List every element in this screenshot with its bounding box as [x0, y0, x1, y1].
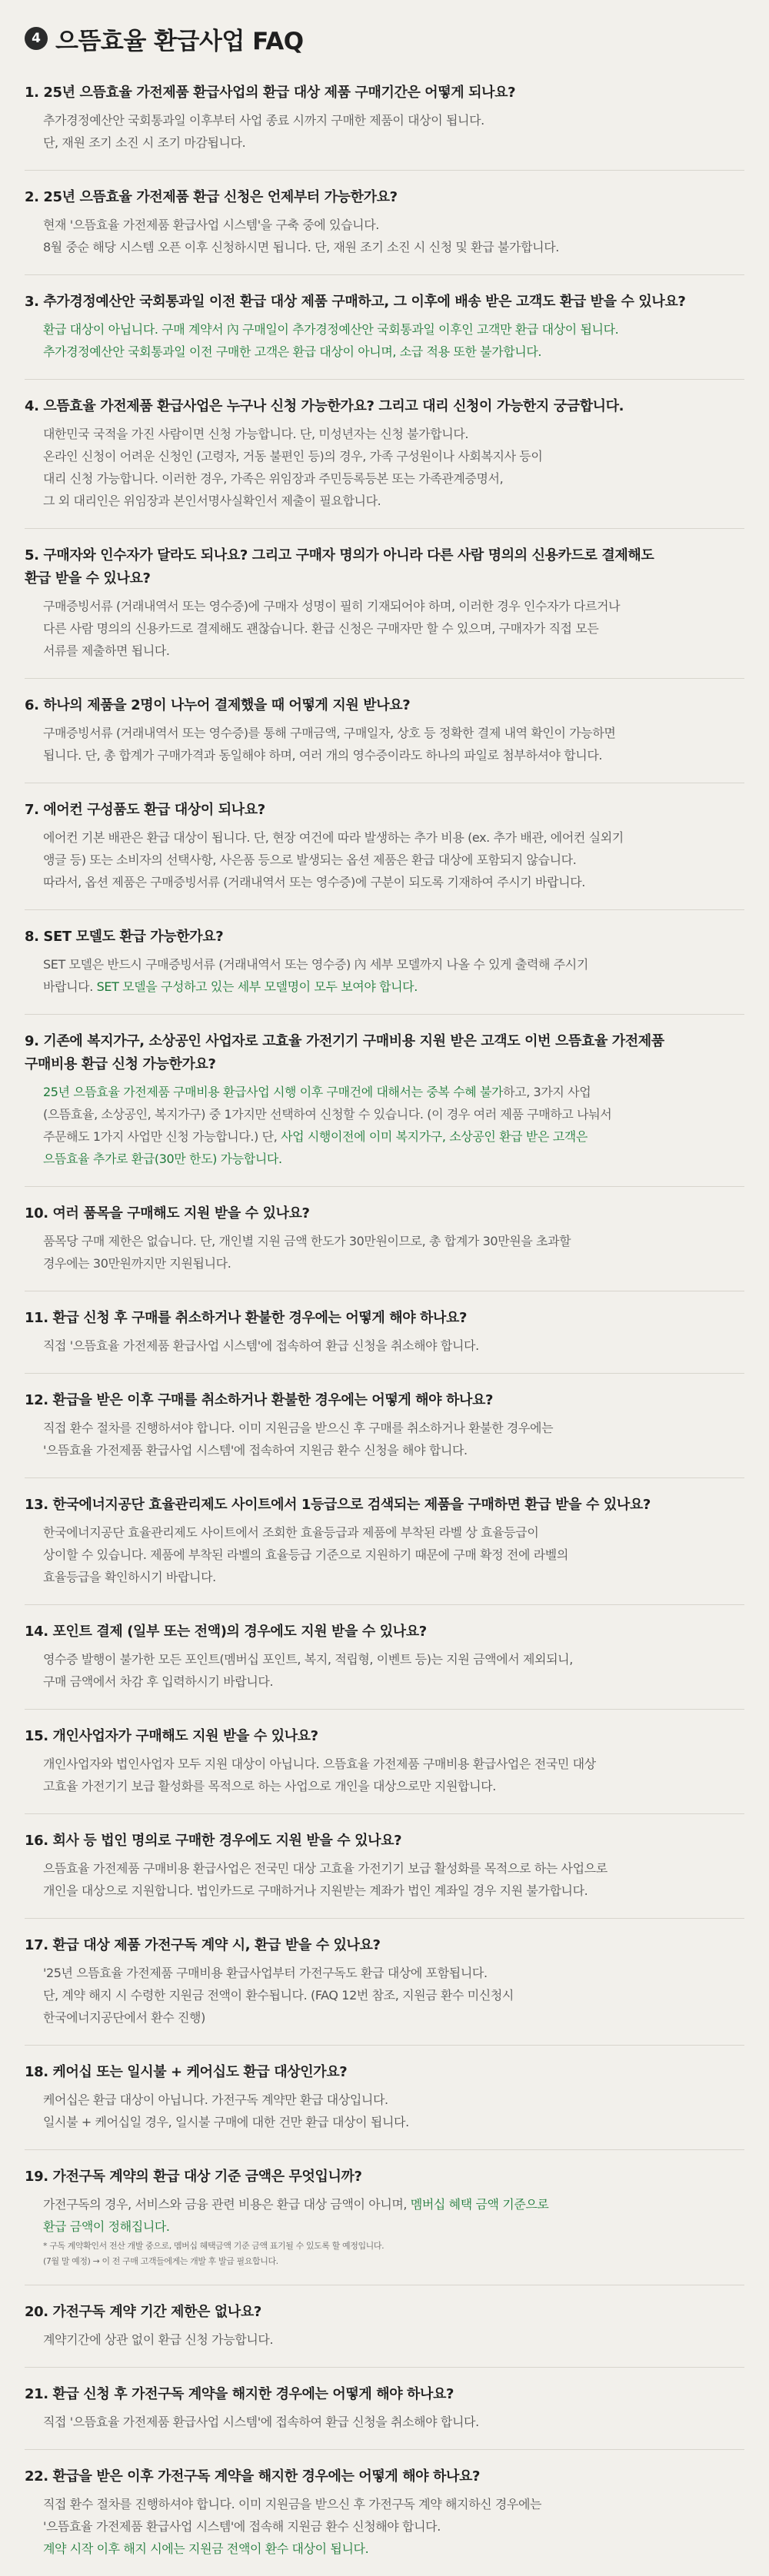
faq-answer [25, 2493, 744, 2560]
answer-line [43, 2215, 744, 2238]
question-line: 17. 환급 대상 제품 가전구독 계약 시, 환급 받을 수 있나요? [25, 1937, 381, 1953]
faq-answer [25, 2193, 744, 2269]
faq-item [25, 2368, 744, 2450]
faq-answer [25, 1648, 744, 1693]
faq-answer [25, 953, 744, 998]
highlight-text: 멤버십 혜택 금액 기준으로 [410, 2197, 549, 2212]
answer-line [43, 826, 744, 849]
answer-line [43, 849, 744, 871]
answer-line [43, 1753, 744, 1775]
faq-question [25, 799, 744, 822]
answer-line [43, 1125, 744, 1148]
highlight-text: 환급 대상이 아닙니다. 구매 계약서 內 구매일이 추가경정예산안 국회통과일 이후인 고객만 환급 대상이 됩니다. [43, 322, 619, 337]
answer-line [43, 2193, 744, 2215]
answer-line [43, 1081, 744, 1103]
faq-item [25, 1478, 744, 1605]
answer-line [43, 1857, 744, 1880]
answer-line [43, 109, 744, 131]
faq-question [25, 1389, 744, 1412]
faq-question [25, 1830, 744, 1853]
answer-line [43, 722, 744, 744]
footnote: * 구독 계약확인서 전산 개발 중으로, 멤버십 혜택금액 기준 금액 표기될 수 있도록 할 예정입니다. [43, 2241, 384, 2251]
question-line: 21. 환급 신청 후 가전구독 계약을 해지한 경우에는 어떻게 해야 하나요? [25, 2386, 454, 2402]
faq-item [25, 1710, 744, 1814]
answer-text: 상이할 수 있습니다. 제품에 부착된 라벨의 효율등급 기준으로 지원하기 때문에 구매 확정 전에 라벨의 [43, 1547, 568, 1562]
answer-line [43, 2006, 744, 2029]
answer-text: 한국에너지공단에서 환수 진행) [43, 2010, 205, 2025]
question-line: 3. 추가경정예산안 국회통과일 이전 환급 대상 제품 구매하고, 그 이후에 배송 받은 고객도 환급 받을 수 있나요? [25, 294, 686, 310]
question-line: 18. 케어십 또는 일시불 + 케어십도 환급 대상인가요? [25, 2064, 348, 2080]
faq-question [25, 291, 744, 314]
answer-line [43, 1962, 744, 1984]
faq-question [25, 2166, 744, 2189]
question-line: 13. 한국에너지공단 효율관리제도 사이트에서 1등급으로 검색되는 제품을 구매하면 환급 받을 수 있나요? [25, 1497, 651, 1513]
question-line: 8. SET 모델도 환급 가능한가요? [25, 929, 224, 945]
faq-question [25, 1030, 744, 1076]
page-header [25, 22, 744, 55]
faq-answer [25, 1417, 744, 1461]
faq-answer [25, 1081, 744, 1170]
faq-answer [25, 2089, 744, 2133]
answer-line [43, 1417, 744, 1439]
answer-line [43, 318, 744, 341]
faq-answer [25, 1335, 744, 1357]
question-line: 환급 받을 수 있나요? [25, 570, 151, 587]
answer-line [43, 467, 744, 490]
answer-text: 앵글 등) 또는 소비자의 선택사항, 사은품 등으로 발생되는 옵션 제품은 환급 대상에 포함되지 않습니다. [43, 853, 577, 867]
page-title: 으뜸효율 환급사업 FAQ [55, 27, 304, 55]
answer-text: 현재 '으뜸효율 가전제품 환급사업 시스템'을 구축 중에 있습니다. [43, 218, 379, 232]
faq-answer [25, 826, 744, 893]
faq-item [25, 171, 744, 275]
answer-text: 바랍니다. [43, 979, 97, 994]
faq-question [25, 1494, 744, 1517]
answer-text: 다른 사람 명의의 신용카드로 결제해도 괜찮습니다. 환급 신청은 구매자만 할 수 있으며, 구매자가 직접 모든 [43, 621, 599, 636]
answer-text: 추가경정예산안 국회통과일 이후부터 사업 종료 시까지 구매한 제품이 대상이 됩니다. [43, 113, 484, 128]
answer-line [43, 2411, 744, 2433]
question-line: 15. 개인사업자가 구매해도 지원 받을 수 있나요? [25, 1728, 318, 1744]
faq-answer [25, 423, 744, 512]
highlight-text: SET 모델을 구성하고 있는 세부 모델명이 모두 보여야 합니다. [96, 979, 418, 994]
answer-text: 경우에는 30만원까지만 지원됩니다. [43, 1256, 231, 1271]
answer-line [43, 1648, 744, 1670]
faq-item [25, 910, 744, 1015]
answer-text: 구매증빙서류 (거래내역서 또는 영수증)를 통해 구매금액, 구매일자, 상호 등 정확한 결제 내역 확인이 가능하면 [43, 726, 616, 740]
faq-question [25, 2061, 744, 2084]
highlight-text: 환급 금액이 정해집니다. [43, 2219, 170, 2234]
answer-line [43, 423, 744, 445]
question-line: 20. 가전구독 계약 기간 제한은 없나요? [25, 2304, 261, 2320]
highlight-text: 으뜸효율 추가로 환급(30만 한도) 가능합니다. [43, 1152, 282, 1166]
answer-text: 하고, 3가지 사업 [503, 1085, 591, 1099]
answer-line [43, 2089, 744, 2111]
answer-text: 따라서, 옵션 제품은 구매증빙서류 (거래내역서 또는 영수증)에 구분이 되도록 기재하여 주시기 바랍니다. [43, 875, 585, 889]
faq-answer [25, 1230, 744, 1275]
answer-text: 계약기간에 상관 없이 환급 신청 가능합니다. [43, 2332, 274, 2347]
highlight-text: 사업 시행이전에 이미 복지가구, 소상공인 환급 받은 고객은 [281, 1129, 588, 1144]
answer-text: 케어십은 환급 대상이 아닙니다. 가전구독 계약만 환급 대상입니다. [43, 2092, 388, 2107]
answer-text: 직접 '으뜸효율 가전제품 환급사업 시스템'에 접속하여 환급 신청을 취소해야 합니다. [43, 2415, 479, 2429]
faq-question [25, 1934, 744, 1957]
answer-text: '25년 으뜸효율 가전제품 구매비용 환급사업부터 가전구독도 환급 대상에 포함됩니다. [43, 1966, 488, 1980]
answer-text: 됩니다. 단, 총 합계가 구매가격과 동일해야 하며, 여러 개의 영수증이라도 하나의 파일로 첨부하셔야 합니다. [43, 748, 603, 763]
faq-answer [25, 2328, 744, 2351]
faq-question [25, 395, 744, 418]
faq-answer [25, 722, 744, 766]
question-line: 7. 에어컨 구성품도 환급 대상이 되나요? [25, 802, 265, 818]
faq-question [25, 1620, 744, 1644]
faq-item [25, 1291, 744, 1374]
question-line: 9. 기존에 복지가구, 소상공인 사업자로 고효율 가전기기 구매비용 지원 받은 고객도 이번 으뜸효율 가전제품 [25, 1033, 664, 1049]
faq-item [25, 1187, 744, 1291]
faq-answer [25, 1521, 744, 1588]
answer-line [43, 1148, 744, 1170]
answer-text: 단, 재원 조기 소진 시 조기 마감됩니다. [43, 135, 246, 150]
answer-text: 고효율 가전기기 보급 활성화를 목적으로 하는 사업으로 개인을 대상으로만 지원합니다. [43, 1779, 496, 1793]
question-line: 22. 환급을 받은 이후 가전구독 계약을 해지한 경우에는 어떻게 해야 하나요? [25, 2468, 481, 2485]
answer-text: SET 모델은 반드시 구매증빙서류 (거래내역서 또는 영수증) 內 세부 모델까지 나올 수 있게 출력해 주시기 [43, 957, 588, 972]
section-number-badge: 4 [25, 27, 48, 50]
answer-text: 효율등급을 확인하시기 바랍니다. [43, 1570, 216, 1584]
answer-text: 직접 '으뜸효율 가전제품 환급사업 시스템'에 접속하여 환급 신청을 취소해야 합니다. [43, 1338, 479, 1353]
question-line: 4. 으뜸효율 가전제품 환급사업은 누구나 신청 가능한가요? 그리고 대리 신청이 가능한지 궁금합니다. [25, 398, 624, 414]
faq-answer [25, 1857, 744, 1902]
answer-line [43, 1544, 744, 1566]
answer-line [43, 953, 744, 976]
answer-text: (으뜸효율, 소상공인, 복지가구) 중 1가지만 선택하여 신청할 수 있습니다. (이 경우 여러 제품 구매하고 나눠서 [43, 1107, 612, 1122]
highlight-text: 추가경정예산안 국회통과일 이전 구매한 고객은 환급 대상이 아니며, 소급 적용 또한 불가합니다. [43, 344, 542, 359]
faq-answer [25, 1753, 744, 1797]
question-line: 구매비용 환급 신청 가능한가요? [25, 1056, 216, 1072]
answer-line [43, 871, 744, 893]
answer-line [43, 1335, 744, 1357]
answer-line [43, 2328, 744, 2351]
answer-text: 으뜸효율 가전제품 구매비용 환급사업은 전국민 대상 고효율 가전기기 보급 활성화를 목적으로 하는 사업으로 [43, 1861, 608, 1876]
answer-line [43, 744, 744, 766]
faq-answer [25, 318, 744, 363]
faq-answer [25, 1962, 744, 2029]
faq-answer [25, 2411, 744, 2433]
answer-text: 8월 중순 해당 시스템 오픈 이후 신청하시면 됩니다. 단, 재원 조기 소진 시 신청 및 환급 불가합니다. [43, 240, 559, 254]
answer-line [43, 2493, 744, 2515]
answer-text: 에어컨 기본 배관은 환급 대상이 됩니다. 단, 현장 여건에 따라 발생하는 추가 비용 (ex. 추가 배관, 에어컨 실외기 [43, 830, 624, 845]
question-line: 14. 포인트 결제 (일부 또는 전액)의 경우에도 지원 받을 수 있나요? [25, 1624, 427, 1640]
answer-line [43, 131, 744, 154]
answer-text: 단, 계약 해지 시 수령한 지원금 전액이 환수됩니다. (FAQ 12번 참조, 지원금 환수 미신청시 [43, 1988, 514, 2003]
answer-line [43, 595, 744, 617]
faq-item [25, 2285, 744, 2368]
answer-line [43, 1880, 744, 1902]
faq-question [25, 81, 744, 105]
answer-text: 구매 금액에서 차감 후 입력하시기 바랍니다. [43, 1674, 274, 1689]
faq-item [25, 1605, 744, 1710]
faq-item [25, 2150, 744, 2285]
footnote: (7월 말 예정) → 이 전 구매 고객들에게는 개발 후 발급 필요합니다. [43, 2256, 278, 2266]
faq-item [25, 66, 744, 171]
faq-question [25, 2301, 744, 2324]
faq-question [25, 186, 744, 209]
answer-line [43, 445, 744, 467]
answer-text: 온라인 신청이 어려운 신청인 (고령자, 거동 불편인 등)의 경우, 가족 구성원이나 사회복지사 등이 [43, 449, 543, 464]
answer-line [43, 2515, 744, 2538]
answer-line [43, 1521, 744, 1544]
question-line: 10. 여러 품목을 구매해도 지원 받을 수 있나요? [25, 1205, 310, 1222]
faq-item [25, 1015, 744, 1187]
faq-item [25, 529, 744, 679]
question-line: 5. 구매자와 인수자가 달라도 되나요? 그리고 구매자 명의가 아니라 다른 사람 명의의 신용카드로 결제해도 [25, 547, 654, 563]
faq-question [25, 926, 744, 949]
question-line: 19. 가전구독 계약의 환급 대상 기준 금액은 무엇입니까? [25, 2169, 362, 2185]
answer-text: 구매증빙서류 (거래내역서 또는 영수증)에 구매자 성명이 필히 기재되어야 하며, 이러한 경우 인수자가 다르거나 [43, 599, 621, 613]
faq-question [25, 1202, 744, 1225]
answer-line [43, 214, 744, 236]
answer-line [43, 617, 744, 640]
faq-item [25, 783, 744, 910]
faq-item [25, 380, 744, 529]
answer-line [43, 1984, 744, 2006]
answer-text: 서류를 제출하면 됩니다. [43, 643, 170, 658]
answer-line [43, 1670, 744, 1693]
answer-text: 그 외 대리인은 위임장과 본인서명사실확인서 제출이 필요합니다. [43, 494, 381, 508]
answer-line [43, 2538, 744, 2560]
faq-question [25, 2383, 744, 2406]
faq-item [25, 679, 744, 783]
question-line: 12. 환급을 받은 이후 구매를 취소하거나 환불한 경우에는 어떻게 해야 하나요? [25, 1392, 494, 1408]
answer-line [43, 236, 744, 258]
answer-text: '으뜸효율 가전제품 환급사업 시스템'에 접속해 지원금 환수 신청해야 합니다. [43, 2519, 441, 2534]
answer-text: 일시불 + 케어십일 경우, 일시불 구매에 대한 건만 환급 대상이 됩니다. [43, 2115, 409, 2129]
faq-item [25, 2046, 744, 2150]
faq-item [25, 1814, 744, 1919]
faq-item [25, 2450, 744, 2576]
answer-line [43, 341, 744, 363]
answer-line [43, 640, 744, 662]
answer-text: 주문해도 1가지 사업만 신청 가능합니다.) 단, [43, 1129, 281, 1144]
answer-line [43, 490, 744, 512]
highlight-text: 25년 으뜸효율 가전제품 구매비용 환급사업 시행 이후 구매건에 대해서는 중복 수혜 불가 [43, 1085, 504, 1099]
faq-item [25, 1374, 744, 1478]
answer-text: '으뜸효율 가전제품 환급사업 시스템'에 접속하여 지원금 환수 신청을 해야 합니다. [43, 1443, 468, 1458]
answer-text: 품목당 구매 제한은 없습니다. 단, 개인별 지원 금액 한도가 30만원이므로, 총 합계가 30만원을 초과할 [43, 1234, 571, 1248]
answer-text: 대한민국 국적을 가진 사람이면 신청 가능합니다. 단, 미성년자는 신청 불가합니다. [43, 427, 469, 441]
question-line: 11. 환급 신청 후 구매를 취소하거나 환불한 경우에는 어떻게 해야 하나요? [25, 1310, 468, 1326]
faq-answer [25, 214, 744, 258]
faq-question [25, 1725, 744, 1748]
answer-line [43, 1103, 744, 1125]
answer-text: 개인사업자와 법인사업자 모두 지원 대상이 아닙니다. 으뜸효율 가전제품 구매비용 환급사업은 전국민 대상 [43, 1757, 596, 1771]
faq-item [25, 1919, 744, 2046]
answer-text: 직접 환수 절차를 진행하셔야 합니다. 이미 지원금을 받으신 후 구매를 취소하거나 환불한 경우에는 [43, 1421, 554, 1435]
question-line: 16. 회사 등 법인 명의로 구매한 경우에도 지원 받을 수 있나요? [25, 1833, 402, 1849]
answer-text: 대리 신청 가능합니다. 이러한 경우, 가족은 위임장과 주민등록등본 또는 가족관계증명서, [43, 471, 504, 486]
answer-text: 한국에너지공단 효율관리제도 사이트에서 조회한 효율등급과 제품에 부착된 라벨 상 효율등급이 [43, 1525, 539, 1540]
question-line: 1. 25년 으뜸효율 가전제품 환급사업의 환급 대상 제품 구매기간은 어떻게 되나요? [25, 85, 516, 101]
answer-line [43, 1230, 744, 1252]
answer-text: 가전구독의 경우, 서비스와 금융 관련 비용은 환급 대상 금액이 아니며, [43, 2197, 411, 2212]
answer-text: 영수증 발행이 불가한 모든 포인트(멤버십 포인트, 복지, 적립형, 이벤트 등)는 지원 금액에서 제외되니, [43, 1652, 573, 1667]
faq-item [25, 275, 744, 380]
answer-line [43, 976, 744, 998]
highlight-text: 계약 시작 이후 해지 시에는 지원금 전액이 환수 대상이 됩니다. [43, 2541, 369, 2556]
faq-answer [25, 595, 744, 662]
answer-line [43, 1775, 744, 1797]
faq-question [25, 1307, 744, 1330]
answer-text: 직접 환수 절차를 진행하셔야 합니다. 이미 지원금을 받으신 후 가전구독 계약 해지하신 경우에는 [43, 2497, 542, 2511]
faq-question [25, 694, 744, 717]
answer-line [43, 1566, 744, 1588]
answer-line [43, 1439, 744, 1461]
answer-text: 개인을 대상으로 지원합니다. 법인카드로 구매하거나 지원받는 계좌가 법인 계좌일 경우 지원 불가합니다. [43, 1883, 588, 1898]
faq-question [25, 544, 744, 590]
question-line: 6. 하나의 제품을 2명이 나누어 결제했을 때 어떻게 지원 받나요? [25, 697, 411, 713]
question-line: 2. 25년 으뜸효율 가전제품 환급 신청은 언제부터 가능한가요? [25, 189, 398, 205]
faq-answer [25, 109, 744, 154]
faq-question [25, 2465, 744, 2488]
faq-list [25, 66, 744, 2576]
answer-line [43, 2111, 744, 2133]
answer-line [43, 1252, 744, 1275]
